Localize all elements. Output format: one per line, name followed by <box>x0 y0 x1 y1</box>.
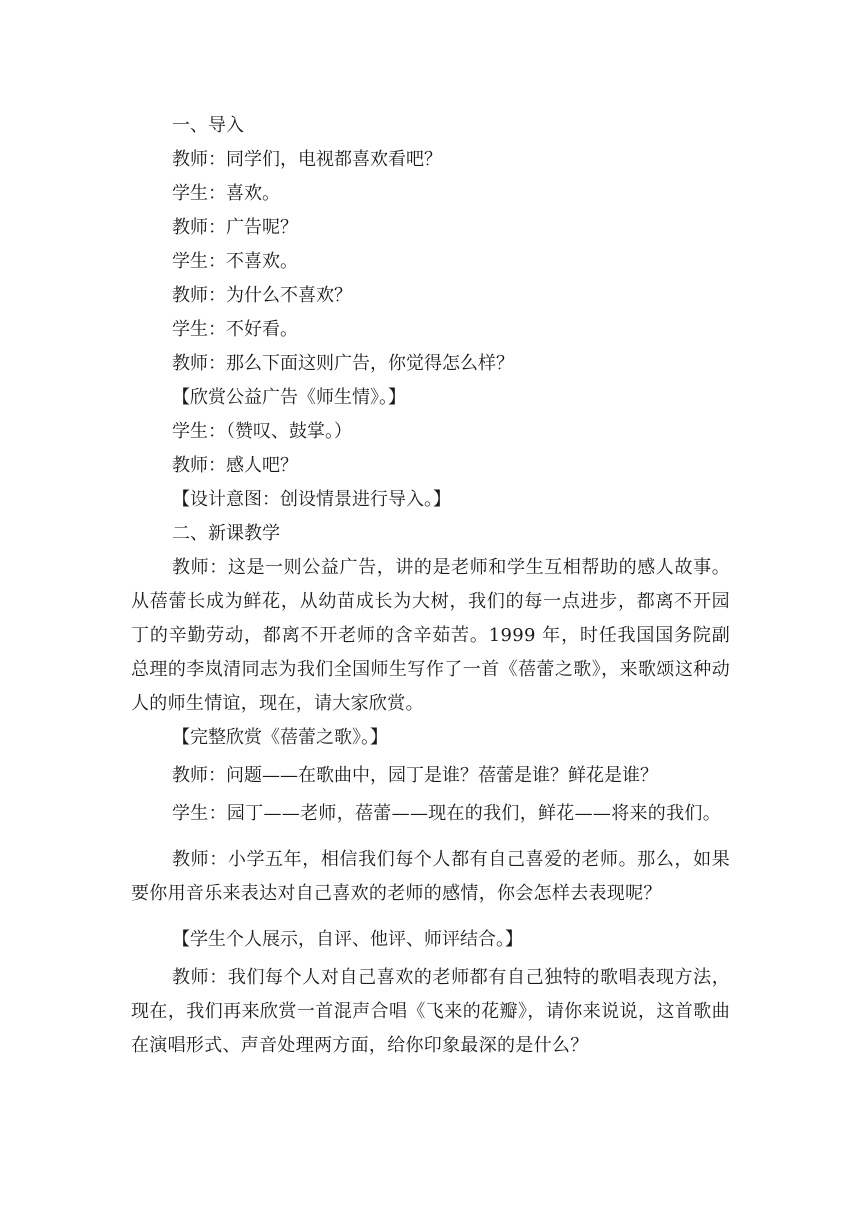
design-intent-note: 【设计意图：创设情景进行导入。】 <box>172 489 451 510</box>
teacher-paragraph: 教师：这是一则公益广告，讲的是老师和学生互相帮助的感人故事。从蓓蕾长成为鲜花，从幼苗成长为大树，我们的每一点进步，都离不开园丁的辛勤劳动，都离不开老师的含辛茹苦。1999 年，时任我国国务院副总理的李岚清同志为我们全国师生写作了一首《蓓蕾之歌》，来歌颂这种动人的师生情谊，现在，请大家欣赏。 <box>131 557 730 714</box>
dialogue-line: 教师：同学们，电视都喜欢看吧？ <box>172 149 442 170</box>
dialogue-line: 教师：感人吧？ <box>172 455 298 476</box>
dialogue-line: 学生：不好看。 <box>172 319 298 340</box>
teacher-paragraph: 教师：我们每个人对自己喜欢的老师都有自己独特的歌唱表现方法，现在，我们再来欣赏一首混声合唱《飞来的花瓣》，请你来说说，这首歌曲在演唱形式、声音处理两方面，给你印象最深的是什么？ <box>131 967 730 1056</box>
activity-note: 【学生个人展示，自评、他评、师评结合。】 <box>172 929 523 950</box>
activity-note: 【完整欣赏《蓓蕾之歌》。】 <box>172 727 388 748</box>
lesson-plan-text <box>131 109 730 1063</box>
teacher-paragraph: 教师：小学五年，相信我们每个人都有自己喜爱的老师。那么，如果要你用音乐来表达对自己喜欢的老师的感情，你会怎样去表现呢？ <box>131 849 730 904</box>
student-paragraph: 学生：园丁——老师，蓓蕾——现在的我们，鲜花——将来的我们。 <box>172 803 721 824</box>
activity-note: 【欣赏公益广告《师生情》。】 <box>172 387 406 408</box>
dialogue-line: 教师：问题——在歌曲中，园丁是谁？蓓蕾是谁？鲜花是谁？ <box>172 765 658 786</box>
dialogue-line: 学生：（赞叹、鼓掌。） <box>172 421 352 442</box>
dialogue-line: 教师：那么下面这则广告，你觉得怎么样？ <box>172 353 514 374</box>
dialogue-line: 学生：喜欢。 <box>172 183 280 204</box>
section-heading-new-lesson: 二、新课教学 <box>172 523 280 544</box>
dialogue-line: 教师：广告呢？ <box>172 217 298 238</box>
section-heading-introduction: 一、导入 <box>172 115 244 136</box>
dialogue-line: 教师：为什么不喜欢？ <box>172 285 352 306</box>
dialogue-line: 学生：不喜欢。 <box>172 251 298 272</box>
